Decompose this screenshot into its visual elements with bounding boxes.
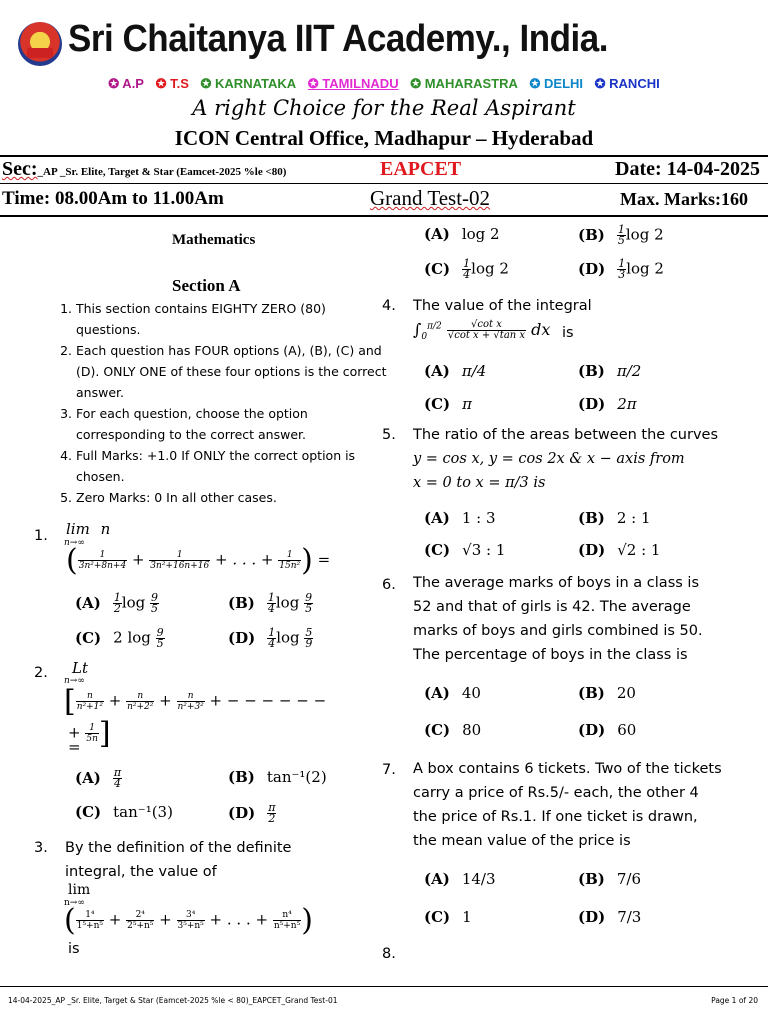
q4-option-b[interactable]: (B) π/2 [578, 362, 642, 380]
q7-option-c[interactable]: (C) 1 [424, 908, 472, 926]
q4-integral: $\int_0^{\pi/2}$ $\frac{\text{√cot x}}{\text{√cot x + √tan x}}$ dx [413, 319, 551, 343]
q7-option-b[interactable]: (B) 7/6 [578, 870, 642, 888]
q4-option-a[interactable]: (A) π/4 [424, 362, 487, 380]
q4-tail: is [562, 325, 574, 341]
q4-text: The value of the integral [413, 298, 592, 314]
q3-tail: is [68, 941, 80, 957]
section-info: Sec:_AP _Sr. Elite, Target & Star (Eamcet-2025 %le <80) [2, 158, 287, 180]
q7-text: A box contains 6 tickets. Two of the tickets carry a price of Rs.5/- each, the other 4 the price of Rs.1. If one ticket is drawn, the mean value of the price is [413, 761, 722, 849]
q5-text: The ratio of the areas between the curves [413, 427, 719, 443]
academy-logo [18, 22, 62, 66]
q7-option-a[interactable]: (A) 14/3 [424, 870, 496, 888]
exam-time: Time: 08.00Am to 11.00Am [2, 188, 224, 209]
q1-option-b[interactable]: (B) $\frac{1}{4}$ log $\frac{9}{5}$ [228, 591, 313, 615]
header-rule-top [0, 155, 768, 157]
q6-text: The average marks of boys in a class is 52 and that of girls is 42. The average marks of boys and girls combined is 50. The percentage of boys in the class is [413, 575, 703, 663]
q5-option-b[interactable]: (B) 2 : 1 [578, 509, 651, 527]
subject-title: Mathematics [172, 232, 256, 248]
q1-option-a[interactable]: (A) $\frac{1}{2}$ log $\frac{9}{5}$ [75, 591, 159, 615]
q2-equals: = [68, 738, 81, 756]
state-karnataka: ✪ KARNATAKA [200, 76, 297, 91]
header-rule-bottom [0, 215, 768, 217]
q5-option-d[interactable]: (D) √2 : 1 [578, 541, 661, 559]
instructions-list [58, 298, 391, 508]
q3-option-a[interactable]: (A) log 2 [424, 225, 500, 243]
test-name: Grand Test-02 [370, 186, 491, 210]
q1-number: 1. [34, 528, 48, 544]
q3-option-d[interactable]: (D) $\frac{1}{3}$ log 2 [578, 257, 664, 281]
q1-expression: ( $\frac{1}{\text{3n²+8n+4}}$ + $\frac{1}{\text{3n²+16n+16}}$ + . . . + $\frac{1}{\text{15n²}}$ ) = [66, 543, 331, 578]
q2-limit: Lt [72, 659, 88, 677]
header-rule-mid [0, 183, 768, 184]
q2-expression-tail: + $\frac{1}{5n}$ ] [68, 716, 111, 751]
q6-option-b[interactable]: (B) 20 [578, 684, 636, 702]
q3-text: By the definition of the definite integral, the value of [65, 840, 292, 880]
q2-option-c[interactable]: (C) tan⁻¹(3) [75, 803, 173, 821]
q1-limit: lim n [66, 520, 111, 538]
q5-text-line3: x = 0 to x = π/3 is [413, 475, 546, 491]
q2-option-a[interactable]: (A) $\frac{\pi}{4}$ [75, 766, 122, 790]
q2-limit-sub: n→∞ [64, 676, 85, 686]
q3-limit-sub: n→∞ [64, 898, 85, 908]
exam-name: EAPCET [380, 158, 462, 180]
exam-date: Date: 14-04-2025 [615, 158, 760, 180]
brand-title: Sri Chaitanya IIT Academy., India. [68, 18, 609, 60]
state-delhi: ✪ DELHI [529, 76, 584, 91]
q6-option-c[interactable]: (C) 80 [424, 721, 482, 739]
state-maharastra: ✪ MAHARASTRA [410, 76, 518, 91]
q4-option-c[interactable]: (C) π [424, 395, 472, 413]
q5-option-c[interactable]: (C) √3 : 1 [424, 541, 506, 559]
q2-expression: [ $\frac{n}{\text{n²+1²}}$ + $\frac{n}{\text{n²+2²}}$ + $\frac{n}{\text{n²+3²}}$ + − − − − − − [64, 684, 327, 719]
q2-option-b[interactable]: (B) tan⁻¹(2) [228, 768, 327, 786]
state-ap: ✪ A.P [108, 76, 144, 91]
q7-number: 7. [382, 762, 396, 778]
tagline: A right Choice for the Real Aspirant [192, 96, 576, 120]
q1-option-d[interactable]: (D) $\frac{1}{4}$ log $\frac{5}{9}$ [228, 626, 313, 650]
q2-option-d[interactable]: (D) $\frac{\pi}{2}$ [228, 801, 276, 825]
q3-option-c[interactable]: (C) $\frac{1}{4}$ log 2 [424, 257, 509, 281]
instruction-2: 2. Each question has FOUR options (A), (B), (C) and (D). ONLY ONE of these four options is the correct answer. [76, 340, 391, 403]
state-tamilnadu: ✪ TAMILNADU [307, 76, 399, 91]
q5-text-line2: y = cos x, y = cos 2x & x − axis from [413, 451, 685, 467]
q6-option-d[interactable]: (D) 60 [578, 721, 637, 739]
q3-expression: ( $\frac{\text{1⁴}}{\text{1⁵+n⁵}}$ + $\frac{\text{2⁴}}{\text{2⁵+n⁵}}$ + $\frac{\text{3⁴}}{\text{3⁵+n⁵}}$ + . . . + $\frac{\text{n⁴}}{\text{n⁵+n⁵}}$ ) [64, 903, 313, 938]
q5-number: 5. [382, 427, 396, 443]
state-ts: ✪ T.S [155, 76, 189, 91]
q5-option-a[interactable]: (A) 1 : 3 [424, 509, 496, 527]
state-ranchi: ✪ RANCHI [594, 76, 660, 91]
footer-text: 14-04-2025_AP _Sr. Elite, Target & Star (Eamcet-2025 %le < 80)_EAPCET_Grand Test-01 [8, 996, 338, 1005]
q1-option-c[interactable]: (C) 2 log $\frac{9}{5}$ [75, 626, 164, 650]
section-title: Section A [172, 276, 241, 295]
q4-number: 4. [382, 298, 396, 314]
q3-option-b[interactable]: (B) $\frac{1}{5}$ log 2 [578, 223, 664, 247]
max-marks: Max. Marks:160 [620, 189, 748, 209]
page-number: Page 1 of 20 [711, 996, 758, 1005]
q7-option-d[interactable]: (D) 7/3 [578, 908, 642, 926]
q8-number: 8. [382, 946, 396, 962]
q1-limit-sub: n→∞ [64, 538, 85, 548]
q2-number: 2. [34, 665, 48, 681]
office-address: ICON Central Office, Madhapur – Hyderabad [174, 126, 594, 150]
instruction-5: 5. Zero Marks: 0 In all other cases. [76, 487, 391, 508]
states-line [0, 76, 768, 92]
footer-rule [0, 986, 768, 987]
q6-option-a[interactable]: (A) 40 [424, 684, 481, 702]
q3-limit: lim [68, 882, 91, 898]
q3-number: 3. [34, 840, 48, 856]
instruction-4: 4. Full Marks: +1.0 If ONLY the correct option is chosen. [76, 445, 391, 487]
q6-number: 6. [382, 577, 396, 593]
instruction-1: 1. This section contains EIGHTY ZERO (80) questions. [76, 298, 391, 340]
q4-option-d[interactable]: (D) 2π [578, 395, 637, 413]
instruction-3: 3. For each question, choose the option corresponding to the correct answer. [76, 403, 391, 445]
